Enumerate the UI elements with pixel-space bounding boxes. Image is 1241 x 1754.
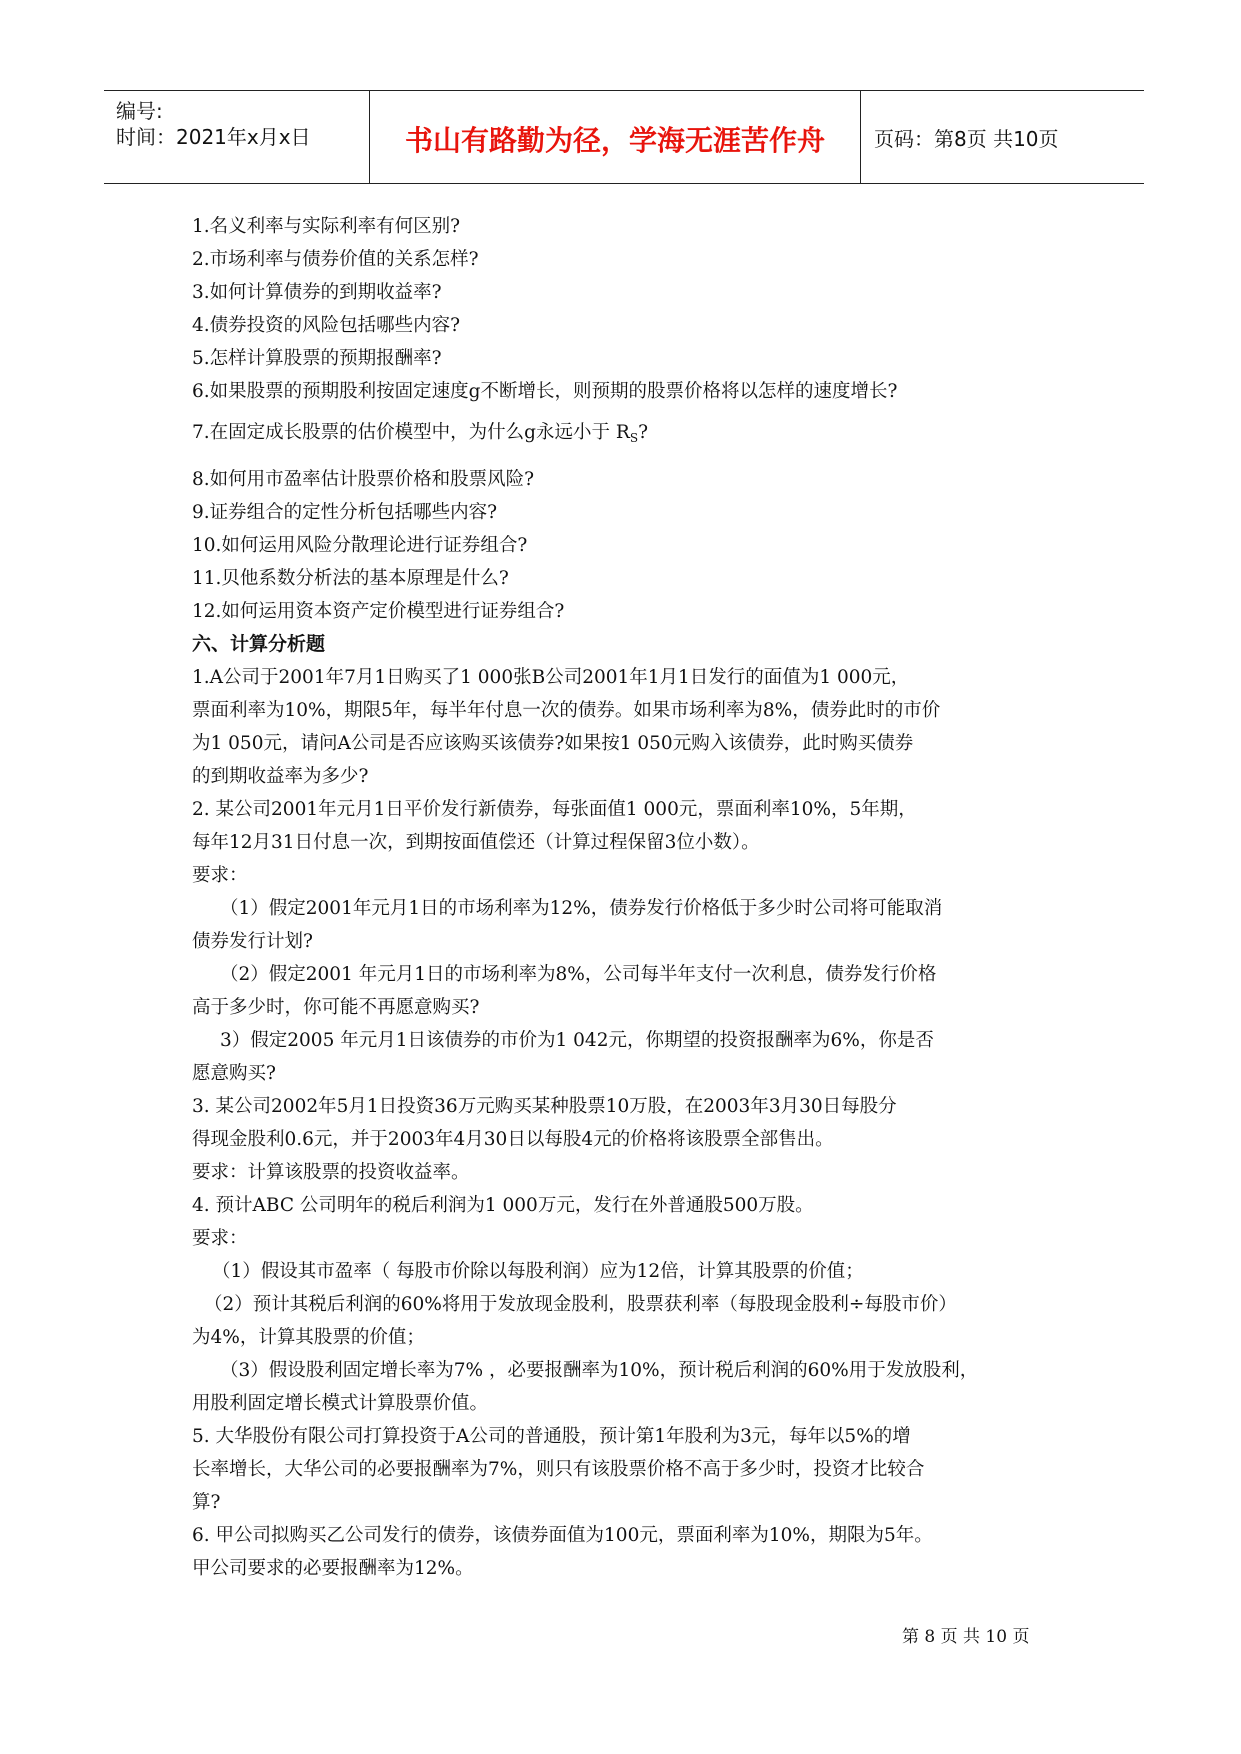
rs-symbol-subscript: S	[629, 431, 639, 445]
problem-line: 得现金股利0.6元，并于2003年4月30日以每股4元的价格将该股票全部售出。	[192, 1129, 834, 1150]
question-item: 9.证券组合的定性分析包括哪些内容?	[192, 502, 498, 523]
problem-line: 算?	[192, 1492, 221, 1513]
problem-line: 每年12月31日付息一次，到期按面值偿还（计算过程保留3位小数）。	[192, 832, 760, 853]
problem-line: 为1 050元，请问A公司是否应该购买该债券?如果按1 050元购入该债券，此时购买债券	[192, 733, 914, 754]
question-item: 4.债券投资的风险包括哪些内容?	[192, 315, 461, 336]
problem-requirement-label: 要求：	[192, 1228, 248, 1249]
problem-line: 4. 预计ABC 公司明年的税后利润为1 000万元，发行在外普通股500万股。	[192, 1195, 814, 1216]
problem-line: 长率增长，大华公司的必要报酬率为7%，则只有该股票价格不高于多少时，投资才比较合	[192, 1459, 925, 1480]
problem-line: 的到期收益率为多少?	[192, 766, 369, 787]
problem-line: （2）假定2001 年元月1日的市场利率为8%，公司每半年支付一次利息，债券发行价格	[220, 964, 937, 985]
question-item-7	[192, 416, 1072, 455]
header-page-label: 页码：第8页 共10页	[874, 127, 1059, 151]
problem-line: （2）预计其税后利润的60%将用于发放现金股利，股票获利率（每股现金股利÷每股市价）	[204, 1294, 957, 1315]
question-item: 11.贝他系数分析法的基本原理是什么?	[192, 568, 509, 589]
problem-line: 愿意购买?	[192, 1063, 276, 1084]
header-motto: 书山有路勤为径，学海无涯苦作舟	[404, 124, 825, 157]
problem-line: 6. 甲公司拟购买乙公司发行的债券，该债券面值为100元，票面利率为10%，期限为5年。	[192, 1525, 933, 1546]
problem-line: （3）假设股利固定增长率为7% ，必要报酬率为10%，预计税后利润的60%用于发放股利，	[220, 1360, 979, 1381]
header-right-cell	[860, 91, 1144, 183]
problem-line: 票面利率为10%，期限5年，每半年付息一次的债券。如果市场利率为8%，债券此时的市价	[192, 700, 941, 721]
question-item: 1.名义利率与实际利率有何区别?	[192, 216, 461, 237]
section-title: 六、计算分析题	[192, 633, 326, 655]
problem-line: 3. 某公司2002年5月1日投资36万元购买某种股票10万股，在2003年3月30日每股分	[192, 1096, 897, 1117]
problem-list	[192, 661, 1072, 1585]
header-middle-cell	[369, 91, 861, 183]
page-footer: 第 8 页 共 10 页	[902, 1627, 1030, 1647]
question-item: 5.怎样计算股票的预期报酬率?	[192, 348, 442, 369]
problem-line: （1）假定2001年元月1日的市场利率为12%，债券发行价格低于多少时公司将可能取消	[220, 898, 943, 919]
rs-symbol-base: R	[615, 422, 630, 443]
question-7-text: 7.在固定成长股票的估价模型中，为什么g永远小于	[192, 422, 610, 443]
question-item: 2.市场利率与债券价值的关系怎样?	[192, 249, 479, 270]
problem-line: 为4%，计算其股票的价值；	[192, 1327, 425, 1348]
problem-requirement-label: 要求：	[192, 865, 248, 886]
question-list	[192, 210, 1072, 628]
problem-line: 用股利固定增长模式计算股票价值。	[192, 1393, 489, 1414]
header-left-cell	[104, 91, 369, 183]
question-item: 3.如何计算债券的到期收益率?	[192, 282, 442, 303]
rs-symbol	[616, 422, 638, 443]
question-7-tail: ?	[638, 422, 648, 443]
problem-line: 债券发行计划?	[192, 931, 313, 952]
problem-line: 1.A公司于2001年7月1日购买了1 000张B公司2001年1月1日发行的面值为1 000元，	[192, 667, 910, 688]
question-item: 8.如何用市盈率估计股票价格和股票风险?	[192, 469, 535, 490]
document-time-label: 时间：2021年x月x日	[116, 125, 311, 149]
document-body	[192, 210, 1072, 1585]
question-item: 6.如果股票的预期股利按固定速度g不断增长，则预期的股票价格将以怎样的速度增长?	[192, 381, 898, 402]
problem-line: （1）假设其市盈率（ 每股市价除以每股利润）应为12倍，计算其股票的价值；	[212, 1261, 864, 1282]
problem-line: 甲公司要求的必要报酬率为12%。	[192, 1558, 474, 1579]
problem-line: 2. 某公司2001年元月1日平价发行新债券，每张面值1 000元，票面利率10%，5年期，	[192, 799, 917, 820]
problem-line: 3）假定2005 年元月1日该债券的市价为1 042元，你期望的投资报酬率为6%，你是否	[220, 1030, 934, 1051]
problem-line: 高于多少时，你可能不再愿意购买?	[192, 997, 480, 1018]
question-item: 12.如何运用资本资产定价模型进行证券组合?	[192, 601, 565, 622]
problem-requirement-label: 要求：计算该股票的投资收益率。	[192, 1162, 470, 1183]
page-header	[104, 90, 1144, 184]
problem-line: 5. 大华股份有限公司打算投资于A公司的普通股，预计第1年股利为3元，每年以5%的增	[192, 1426, 911, 1447]
question-item: 10.如何运用风险分散理论进行证券组合?	[192, 535, 528, 556]
document-number-label: 编号:	[116, 99, 163, 123]
